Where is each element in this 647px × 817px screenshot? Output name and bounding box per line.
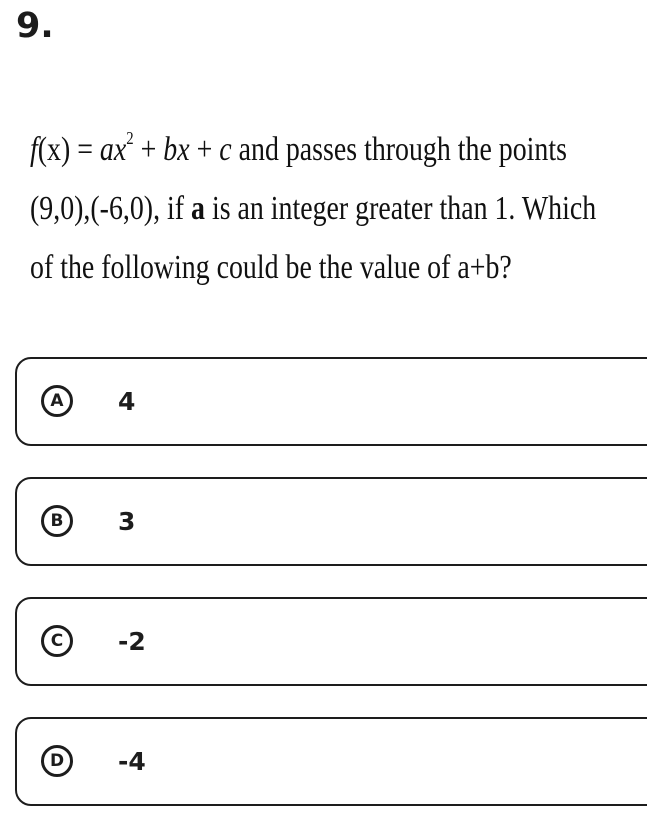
plus-sign: +	[133, 131, 164, 168]
option-letter-badge: C	[41, 625, 73, 657]
function-name: f	[30, 131, 38, 168]
option-letter-badge: B	[41, 505, 73, 537]
option-value: -2	[118, 627, 146, 656]
question-line-2	[30, 179, 637, 238]
question-number: 9.	[16, 6, 54, 46]
answer-option-b[interactable]	[15, 477, 647, 566]
term-bx: bx	[163, 131, 190, 168]
question-line-3: of the following could be the value of a+b?	[30, 249, 512, 286]
function-argument: (x) =	[37, 131, 100, 168]
exponent: 2	[126, 128, 134, 148]
variable-a: a	[191, 190, 205, 227]
plus-sign: +	[189, 131, 220, 168]
option-letter-badge: A	[41, 385, 73, 417]
option-value: 3	[118, 507, 136, 536]
term-c: c	[219, 131, 232, 168]
answer-option-a[interactable]	[15, 357, 647, 446]
answer-option-c[interactable]	[15, 597, 647, 686]
option-value: -4	[118, 747, 146, 776]
question-line-1-rest: and passes through the points	[231, 131, 567, 168]
question-line-2-post: is an integer greater than 1. Which	[204, 190, 597, 227]
option-letter-badge: D	[41, 745, 73, 777]
question-text	[30, 120, 637, 297]
question-line-2-pre: (9,0),(-6,0), if	[30, 190, 192, 227]
term-ax: ax	[99, 131, 127, 168]
question-line-1	[30, 120, 637, 179]
option-value: 4	[118, 387, 136, 416]
answer-option-d[interactable]	[15, 717, 647, 806]
